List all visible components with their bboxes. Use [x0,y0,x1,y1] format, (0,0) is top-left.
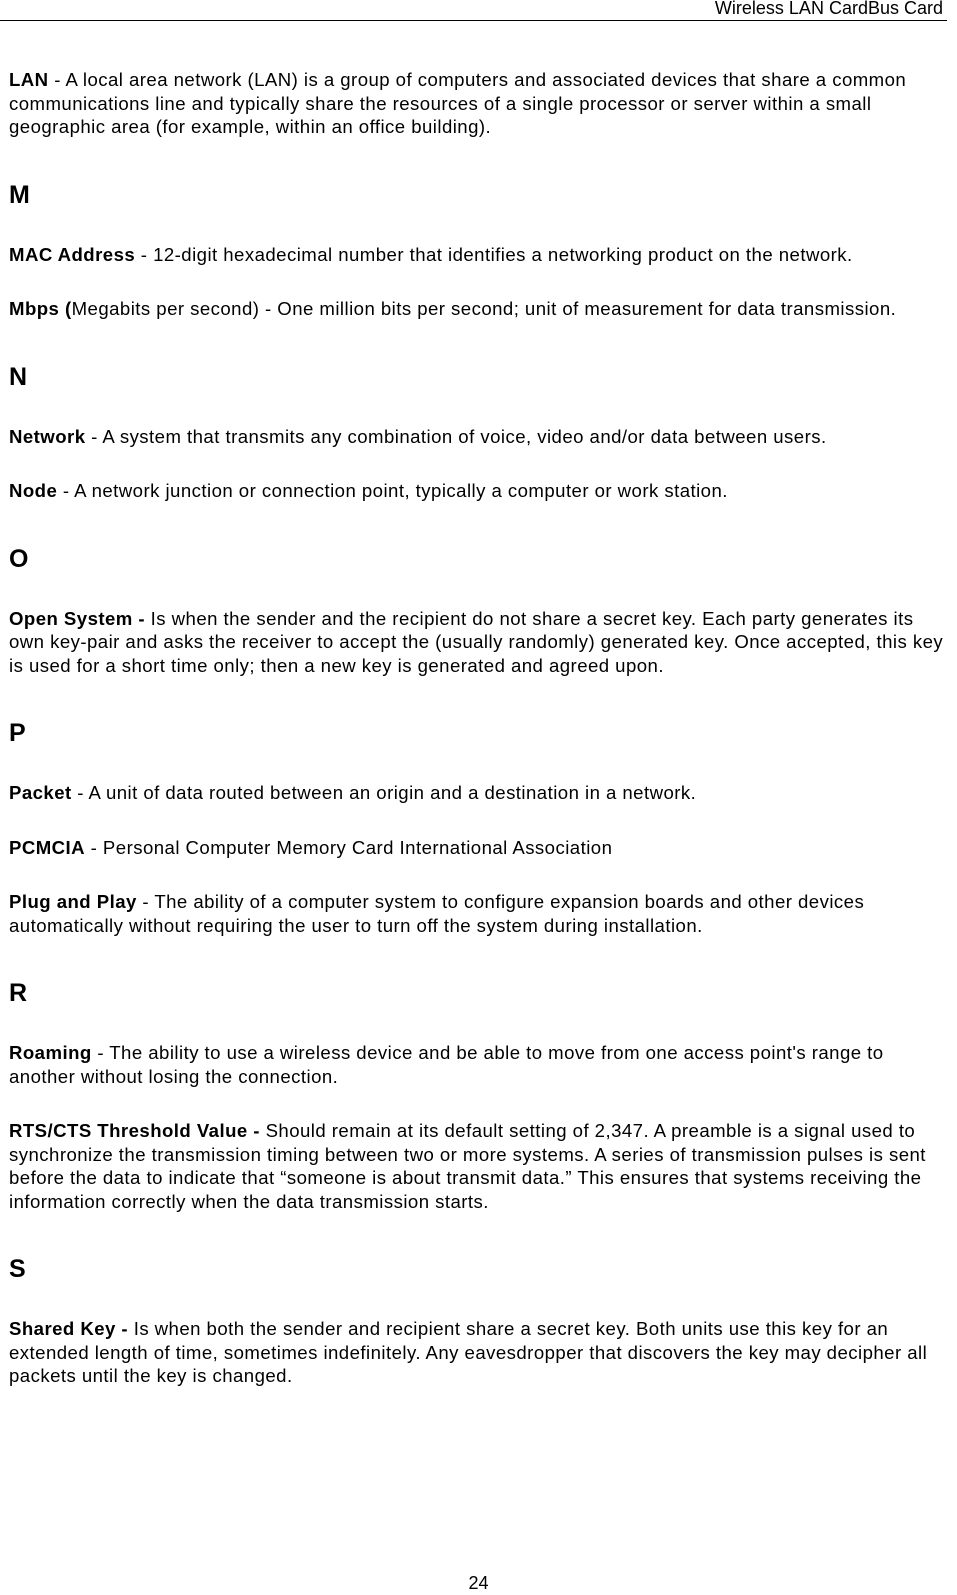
term: PCMCIA [9,836,86,858]
term-separator: - [135,243,154,265]
term-separator: - [57,480,75,501]
term-separator: - [136,891,155,912]
term-separator: - [91,1042,110,1063]
section-letter-m: M [9,180,30,209]
definition: A local area network (LAN) is a group of computers and associated devices that share a common communications line and typically share the resources of a single processor or server within a small geographic area (for example, within an office building). [9,69,907,137]
definition: A unit of data routed between an origin and a destination in a network. [88,782,697,803]
definition: A network junction or connection point, typically a computer or work station. [74,480,728,501]
glossary-entry-lan [9,68,947,139]
glossary-entry-open-system [9,607,947,678]
section-letter-p: P [9,719,26,747]
section-letter-s: S [9,1255,26,1283]
definition: Is when the sender and the recipient do not share a secret key. Each party generates its own key-pair and asks the receiver to accept the (usually randomly) generated key. Once accepted, this key is used for a short time only; then a new key is generated and agreed upon. [9,607,944,676]
term: RTS/CTS Threshold Value - [9,1120,260,1141]
term: Shared Key - [9,1318,129,1339]
term: Packet [9,782,72,803]
definition: 12-digit hexadecimal number that identifies a networking product on the network. [153,243,853,265]
section-letter-r: R [9,979,28,1007]
glossary-entry-mac-address [9,243,947,267]
section-letter-n: N [9,362,28,391]
definition: Megabits per second) - One million bits per second; unit of measurement for data transmission. [71,298,897,319]
definition: Personal Computer Memory Card International Association [102,836,613,858]
glossary-entry-network [9,425,947,449]
definition: The ability to use a wireless device and be able to move from one access point's range to another without losing the connection. [9,1042,884,1087]
page-number: 24 [468,1573,489,1593]
document-title: Wireless LAN CardBus Card [714,0,943,18]
glossary-entry-mbps [9,297,947,321]
term: LAN [9,69,49,90]
definition: A system that transmits any combination of voice, video and/or data between users. [102,425,827,447]
term: Node [9,480,58,501]
glossary-content [9,68,947,1388]
glossary-entry-rts-cts-threshold [9,1119,947,1213]
term-separator: - [85,425,103,447]
glossary-entry-shared-key [9,1317,947,1388]
section-letter-o: O [9,544,29,573]
term: Open System - [9,607,146,629]
term-separator: - [48,69,66,90]
definition: Should remain at its default setting of 2,347. A preamble is a signal used to synchronize the transmission timing between two or more systems. A series of transmission pulses is sent before the data to indicate that “someone is about transmit data.” This ensures that systems receiving the information correctly when the data transmission starts. [9,1120,926,1212]
page-header [0,0,947,21]
term-separator: - [85,836,103,858]
definition: The ability of a computer system to configure expansion boards and other devices automatically without requiring the user to turn off the system during installation. [9,891,865,936]
definition: Is when both the sender and recipient share a secret key. Both units use this key for an extended length of time, sometimes indefinitely. Any eavesdropper that discovers the key may decipher all packets until the key is changed. [9,1318,928,1386]
term: Plug and Play [9,891,137,912]
term: MAC Address [9,243,136,265]
glossary-entry-pcmcia [9,836,947,860]
glossary-entry-roaming [9,1041,947,1088]
term: Network [9,425,86,447]
glossary-entry-plug-and-play [9,890,947,937]
term: Mbps ( [9,298,72,319]
glossary-entry-packet [9,781,947,805]
term: Roaming [9,1042,92,1063]
glossary-entry-node [9,479,947,503]
term-separator: - [71,782,89,803]
